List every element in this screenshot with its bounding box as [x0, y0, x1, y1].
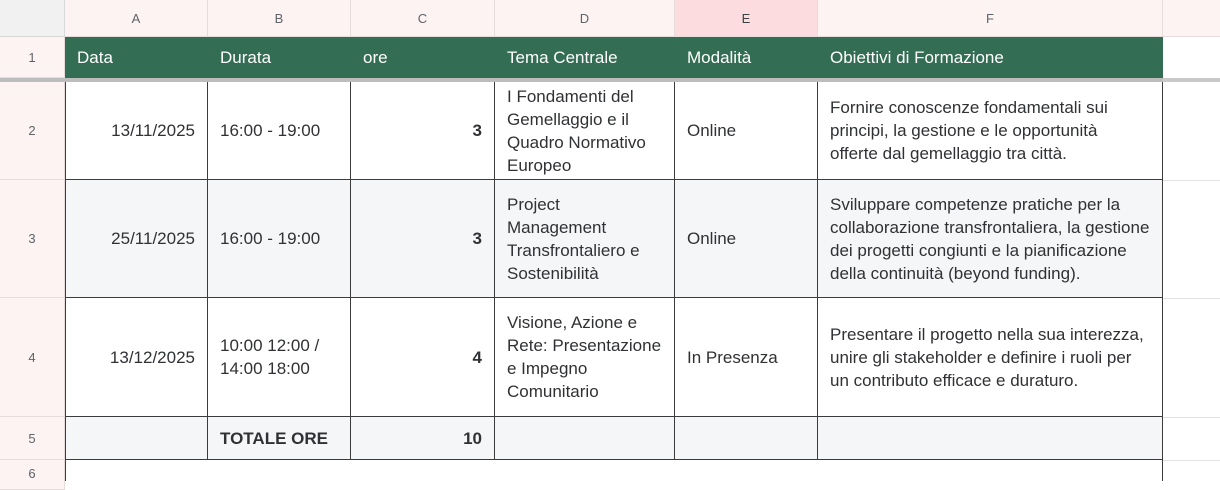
cell-f2[interactable]: Fornire conoscenze fondamentali sui principi, la gestione e le opportunità offerte dal gemellaggio tra città. — [818, 82, 1163, 180]
cell-f4[interactable]: Presentare il progetto nella sua interezza, unire gli stakeholder e definire i ruoli per un contributo efficace e duraturo. — [818, 298, 1163, 417]
header-ore[interactable]: ore — [351, 37, 495, 78]
cell-b2[interactable]: 16:00 - 19:00 — [208, 82, 351, 180]
column-header-e[interactable]: E — [675, 0, 818, 37]
cell-row-6[interactable] — [65, 460, 1163, 481]
row-header-2[interactable]: 2 — [0, 82, 65, 180]
empty-cell-g1[interactable] — [1163, 37, 1220, 78]
select-all-corner[interactable] — [0, 0, 65, 37]
cell-b5-total-label[interactable]: TOTALE ORE — [208, 417, 351, 460]
cell-e3[interactable]: Online — [675, 180, 818, 298]
cell-a4[interactable]: 13/12/2025 — [65, 298, 208, 417]
column-header-b[interactable]: B — [208, 0, 351, 37]
row-header-1[interactable]: 1 — [0, 37, 65, 78]
column-header-g[interactable] — [1163, 0, 1220, 37]
header-durata[interactable]: Durata — [208, 37, 351, 78]
cell-c4[interactable]: 4 — [351, 298, 495, 417]
cell-e2[interactable]: Online — [675, 82, 818, 180]
cell-b3[interactable]: 16:00 - 19:00 — [208, 180, 351, 298]
cell-a5[interactable] — [65, 417, 208, 460]
header-tema[interactable]: Tema Centrale — [495, 37, 675, 78]
header-modalita[interactable]: Modalità — [675, 37, 818, 78]
gridline — [1163, 298, 1220, 299]
cell-d4[interactable]: Visione, Azione e Rete: Presentazione e Impegno Comunitario — [495, 298, 675, 417]
column-header-d[interactable]: D — [495, 0, 675, 37]
cell-d2[interactable]: I Fondamenti del Gemellaggio e il Quadro Normativo Europeo — [495, 82, 675, 180]
column-header-a[interactable]: A — [65, 0, 208, 37]
column-header-f[interactable]: F — [818, 0, 1163, 37]
cell-b4[interactable]: 10:00 12:00 / 14:00 18:00 — [208, 298, 351, 417]
gridline — [1163, 417, 1220, 418]
header-obiettivi[interactable]: Obiettivi di Formazione — [818, 37, 1163, 78]
row-header-4[interactable]: 4 — [0, 298, 65, 417]
gridline — [1163, 460, 1220, 461]
gridline — [1163, 180, 1220, 181]
header-data[interactable]: Data — [65, 37, 208, 78]
cell-e4[interactable]: In Presenza — [675, 298, 818, 417]
cell-d5[interactable] — [495, 417, 675, 460]
row-header-5[interactable]: 5 — [0, 417, 65, 460]
cell-c3[interactable]: 3 — [351, 180, 495, 298]
cell-d3[interactable]: Project Management Transfrontaliero e Sostenibilità — [495, 180, 675, 298]
column-header-c[interactable]: C — [351, 0, 495, 37]
cell-c5-total-value[interactable]: 10 — [351, 417, 495, 460]
row-header-6[interactable]: 6 — [0, 460, 65, 490]
cell-f5[interactable] — [818, 417, 1163, 460]
cell-a2[interactable]: 13/11/2025 — [65, 82, 208, 180]
cell-c2[interactable]: 3 — [351, 82, 495, 180]
cell-a3[interactable]: 25/11/2025 — [65, 180, 208, 298]
row-header-3[interactable]: 3 — [0, 180, 65, 298]
frozen-row-divider-right[interactable] — [1163, 78, 1220, 82]
cell-e5[interactable] — [675, 417, 818, 460]
cell-f3[interactable]: Sviluppare competenze pratiche per la collaborazione transfrontaliera, la gestione dei progetti congiunti e la pianificazione della continuità (beyond funding). — [818, 180, 1163, 298]
